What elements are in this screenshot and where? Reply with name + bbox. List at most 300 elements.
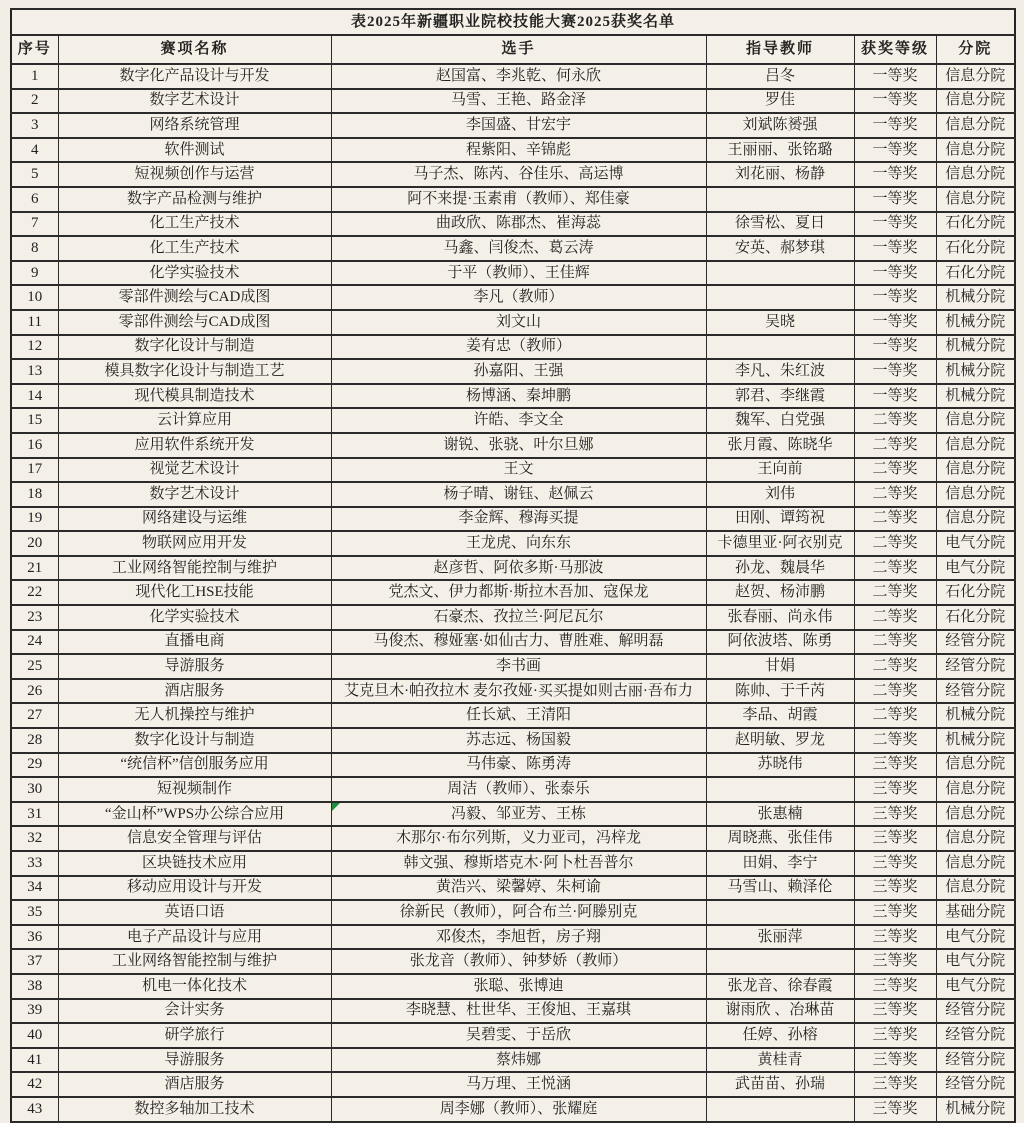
table-row <box>11 261 1015 286</box>
cell-contestants: 黄浩兴、梁馨婷、朱柯谕 <box>331 876 706 901</box>
cell-award-level: 二等奖 <box>854 679 936 704</box>
cell-branch: 电气分院 <box>936 556 1015 581</box>
cell-row-number: 11 <box>11 310 58 335</box>
table-row <box>11 384 1015 409</box>
cell-contestants: 张龙音（教师）、钟梦娇（教师） <box>331 949 706 974</box>
table-row <box>11 876 1015 901</box>
cell-teachers: 甘娟 <box>706 654 854 679</box>
table-row <box>11 187 1015 212</box>
table-row <box>11 507 1015 532</box>
table-row <box>11 580 1015 605</box>
cell-event-name: 酒店服务 <box>58 679 331 704</box>
header-row <box>11 35 1015 64</box>
cell-contestants: 孙嘉阳、王强 <box>331 359 706 384</box>
cell-event-name: 软件测试 <box>58 138 331 163</box>
cell-row-number: 35 <box>11 900 58 925</box>
cell-branch: 石化分院 <box>936 212 1015 237</box>
cell-branch: 经管分院 <box>936 999 1015 1024</box>
table-row <box>11 999 1015 1024</box>
table-row <box>11 1048 1015 1073</box>
cell-award-level: 三等奖 <box>854 925 936 950</box>
cell-branch: 信息分院 <box>936 851 1015 876</box>
cell-teachers: 刘伟 <box>706 482 854 507</box>
cell-event-name: 移动应用设计与开发 <box>58 876 331 901</box>
cell-award-level: 一等奖 <box>854 236 936 261</box>
table-row <box>11 679 1015 704</box>
cell-branch: 电气分院 <box>936 925 1015 950</box>
cell-contestants: 艾克旦木·帕孜拉木 麦尔孜娅·买买提如则古丽·吾布力 <box>331 679 706 704</box>
cell-award-level: 二等奖 <box>854 605 936 630</box>
cell-row-number: 43 <box>11 1097 58 1122</box>
table-row <box>11 113 1015 138</box>
cell-event-name: 网络建设与运维 <box>58 507 331 532</box>
cell-event-name: 导游服务 <box>58 654 331 679</box>
cell-award-level: 三等奖 <box>854 1048 936 1073</box>
cell-event-name: 现代化工HSE技能 <box>58 580 331 605</box>
table-row <box>11 925 1015 950</box>
cell-branch: 基础分院 <box>936 900 1015 925</box>
cell-row-number: 16 <box>11 433 58 458</box>
cell-award-level: 三等奖 <box>854 974 936 999</box>
cell-award-level: 一等奖 <box>854 310 936 335</box>
cell-contestants: 马俊杰、穆娅塞·如仙古力、曹胜难、解明磊 <box>331 630 706 655</box>
table-row <box>11 605 1015 630</box>
cell-row-number: 40 <box>11 1023 58 1048</box>
cell-row-number: 39 <box>11 999 58 1024</box>
cell-teachers: 吕冬 <box>706 64 854 89</box>
cell-award-level: 二等奖 <box>854 531 936 556</box>
cell-branch: 信息分院 <box>936 138 1015 163</box>
cell-event-name: 信息安全管理与评估 <box>58 826 331 851</box>
cell-event-name: “金山杯”WPS办公综合应用 <box>58 802 331 827</box>
cell-award-level: 三等奖 <box>854 1097 936 1122</box>
cell-award-level: 三等奖 <box>854 753 936 778</box>
cell-teachers: 张丽萍 <box>706 925 854 950</box>
cell-teachers: 黄桂青 <box>706 1048 854 1073</box>
cell-award-level: 一等奖 <box>854 113 936 138</box>
cell-teachers <box>706 1097 854 1122</box>
cell-row-number: 18 <box>11 482 58 507</box>
cell-branch: 电气分院 <box>936 531 1015 556</box>
cell-teachers <box>706 949 854 974</box>
cell-branch: 经管分院 <box>936 630 1015 655</box>
cell-branch: 经管分院 <box>936 679 1015 704</box>
cell-row-number: 21 <box>11 556 58 581</box>
cell-teachers: 安英、郝梦琪 <box>706 236 854 261</box>
cell-award-level: 三等奖 <box>854 1023 936 1048</box>
column-header-col-branch: 分院 <box>936 35 1015 64</box>
cell-award-level: 三等奖 <box>854 999 936 1024</box>
cell-flag-triangle-icon <box>332 803 340 811</box>
cell-event-name: “统信杯”信创服务应用 <box>58 753 331 778</box>
cell-event-name: 导游服务 <box>58 1048 331 1073</box>
cell-row-number: 31 <box>11 802 58 827</box>
cell-branch: 信息分院 <box>936 777 1015 802</box>
table-row <box>11 138 1015 163</box>
table-row <box>11 335 1015 360</box>
cell-award-level: 三等奖 <box>854 949 936 974</box>
cell-branch: 信息分院 <box>936 433 1015 458</box>
cell-branch: 机械分院 <box>936 703 1015 728</box>
cell-branch: 石化分院 <box>936 236 1015 261</box>
cell-teachers: 周晓燕、张佳伟 <box>706 826 854 851</box>
cell-event-name: 英语口语 <box>58 900 331 925</box>
cell-event-name: 工业网络智能控制与维护 <box>58 556 331 581</box>
cell-award-level: 二等奖 <box>854 458 936 483</box>
cell-branch: 石化分院 <box>936 261 1015 286</box>
cell-award-level: 三等奖 <box>854 1072 936 1097</box>
cell-event-name: 数字产品检测与维护 <box>58 187 331 212</box>
cell-teachers <box>706 187 854 212</box>
cell-teachers <box>706 335 854 360</box>
award-table <box>10 8 1016 1123</box>
cell-row-number: 2 <box>11 89 58 114</box>
cell-row-number: 41 <box>11 1048 58 1073</box>
cell-teachers: 赵明敏、罗龙 <box>706 728 854 753</box>
table-row <box>11 654 1015 679</box>
cell-branch: 经管分院 <box>936 654 1015 679</box>
cell-award-level: 二等奖 <box>854 507 936 532</box>
column-header-col-teachers: 指导教师 <box>706 35 854 64</box>
cell-teachers: 武苗苗、孙瑞 <box>706 1072 854 1097</box>
cell-teachers: 刘斌陈赟强 <box>706 113 854 138</box>
cell-contestants: 李晓慧、杜世华、王俊旭、王嘉琪 <box>331 999 706 1024</box>
cell-contestants: 马万理、王悦涵 <box>331 1072 706 1097</box>
cell-contestants: 马雪、王艳、路金泽 <box>331 89 706 114</box>
table-row <box>11 285 1015 310</box>
table-row <box>11 212 1015 237</box>
cell-branch: 信息分院 <box>936 876 1015 901</box>
cell-contestants: 周李娜（教师）、张耀庭 <box>331 1097 706 1122</box>
cell-teachers: 马雪山、赖泽伦 <box>706 876 854 901</box>
cell-branch: 信息分院 <box>936 162 1015 187</box>
cell-event-name: 数控多轴加工技术 <box>58 1097 331 1122</box>
cell-teachers: 陈帅、于千芮 <box>706 679 854 704</box>
table-row <box>11 236 1015 261</box>
cell-event-name: 工业网络智能控制与维护 <box>58 949 331 974</box>
cell-event-name: 零部件测绘与CAD成图 <box>58 285 331 310</box>
table-row <box>11 531 1015 556</box>
cell-teachers: 谢雨欣 、冶琳苗 <box>706 999 854 1024</box>
cell-award-level: 一等奖 <box>854 359 936 384</box>
cell-award-level: 一等奖 <box>854 138 936 163</box>
table-row <box>11 458 1015 483</box>
cell-branch: 经管分院 <box>936 1072 1015 1097</box>
cell-branch: 石化分院 <box>936 605 1015 630</box>
cell-row-number: 10 <box>11 285 58 310</box>
cell-branch: 信息分院 <box>936 64 1015 89</box>
cell-event-name: 数字艺术设计 <box>58 89 331 114</box>
cell-event-name: 数字化产品设计与开发 <box>58 64 331 89</box>
cell-contestants: 谢锐、张骁、叶尔旦娜 <box>331 433 706 458</box>
cell-row-number: 26 <box>11 679 58 704</box>
cell-event-name: 模具数字化设计与制造工艺 <box>58 359 331 384</box>
cell-award-level: 二等奖 <box>854 408 936 433</box>
table-row <box>11 1072 1015 1097</box>
cell-teachers <box>706 261 854 286</box>
cell-contestants: 石豪杰、孜拉兰·阿尼瓦尔 <box>331 605 706 630</box>
cell-row-number: 29 <box>11 753 58 778</box>
cell-contestants: 徐新民（教师），阿合布兰·阿滕别克 <box>331 900 706 925</box>
cell-branch: 信息分院 <box>936 753 1015 778</box>
table-row <box>11 900 1015 925</box>
cell-contestants: 杨子晴、谢钰、赵佩云 <box>331 482 706 507</box>
cell-event-name: 零部件测绘与CAD成图 <box>58 310 331 335</box>
cell-branch: 电气分院 <box>936 974 1015 999</box>
cell-row-number: 37 <box>11 949 58 974</box>
table-row <box>11 1097 1015 1122</box>
cell-award-level: 二等奖 <box>854 703 936 728</box>
cell-branch: 信息分院 <box>936 89 1015 114</box>
cell-event-name: 物联网应用开发 <box>58 531 331 556</box>
cell-event-name: 化学实验技术 <box>58 605 331 630</box>
cell-award-level: 三等奖 <box>854 777 936 802</box>
cell-row-number: 5 <box>11 162 58 187</box>
cell-row-number: 1 <box>11 64 58 89</box>
cell-row-number: 27 <box>11 703 58 728</box>
cell-teachers: 吴晓 <box>706 310 854 335</box>
cell-contestants: 马鑫、闫俊杰、葛云涛 <box>331 236 706 261</box>
cell-contestants: 任长斌、王清阳 <box>331 703 706 728</box>
cell-row-number: 12 <box>11 335 58 360</box>
cell-contestants: 张聪、张博迪 <box>331 974 706 999</box>
table-row <box>11 777 1015 802</box>
cell-award-level: 一等奖 <box>854 187 936 212</box>
cell-contestants: 韩文强、穆斯塔克木·阿卜杜吾普尔 <box>331 851 706 876</box>
cell-branch: 机械分院 <box>936 359 1015 384</box>
cell-event-name: 化工生产技术 <box>58 236 331 261</box>
cell-row-number: 25 <box>11 654 58 679</box>
cell-branch: 电气分院 <box>936 949 1015 974</box>
cell-event-name: 短视频制作 <box>58 777 331 802</box>
cell-row-number: 33 <box>11 851 58 876</box>
cell-branch: 机械分院 <box>936 728 1015 753</box>
table-row <box>11 162 1015 187</box>
cell-event-name: 应用软件系统开发 <box>58 433 331 458</box>
cell-row-number: 13 <box>11 359 58 384</box>
cell-teachers: 刘花丽、杨静 <box>706 162 854 187</box>
cell-contestants: 赵国富、李兆乾、何永欣 <box>331 64 706 89</box>
cell-teachers: 魏军、白党强 <box>706 408 854 433</box>
cell-branch: 经管分院 <box>936 1023 1015 1048</box>
cell-teachers <box>706 900 854 925</box>
cell-award-level: 三等奖 <box>854 876 936 901</box>
cell-teachers: 苏晓伟 <box>706 753 854 778</box>
cell-contestants: 吴碧雯、于岳欣 <box>331 1023 706 1048</box>
cell-teachers: 张月霞、陈晓华 <box>706 433 854 458</box>
cell-award-level: 一等奖 <box>854 212 936 237</box>
cell-contestants: 姜有忠（教师） <box>331 335 706 360</box>
cell-teachers: 张惠楠 <box>706 802 854 827</box>
cell-teachers: 王向前 <box>706 458 854 483</box>
table-row <box>11 408 1015 433</box>
cell-row-number: 15 <box>11 408 58 433</box>
cell-contestants: 杨博涵、秦坤鹏 <box>331 384 706 409</box>
cell-contestants: 邓俊杰，李旭哲，房子翔 <box>331 925 706 950</box>
table-row <box>11 753 1015 778</box>
cell-contestants: 王龙虎、向东东 <box>331 531 706 556</box>
cell-teachers: 罗佳 <box>706 89 854 114</box>
cell-row-number: 32 <box>11 826 58 851</box>
cell-contestants: 许皓、李文全 <box>331 408 706 433</box>
cell-event-name: 机电一体化技术 <box>58 974 331 999</box>
cell-row-number: 7 <box>11 212 58 237</box>
cell-branch: 信息分院 <box>936 826 1015 851</box>
column-header-col-number: 序号 <box>11 35 58 64</box>
cell-row-number: 38 <box>11 974 58 999</box>
cell-teachers: 阿依波塔、陈勇 <box>706 630 854 655</box>
cell-event-name: 数字化设计与制造 <box>58 728 331 753</box>
cell-contestants: 李金辉、穆海买提 <box>331 507 706 532</box>
table-row <box>11 630 1015 655</box>
cell-row-number: 4 <box>11 138 58 163</box>
cell-branch: 信息分院 <box>936 482 1015 507</box>
cell-award-level: 一等奖 <box>854 261 936 286</box>
table-row <box>11 728 1015 753</box>
cell-contestants: 曲政欣、陈郡杰、崔海蕊 <box>331 212 706 237</box>
table-row <box>11 64 1015 89</box>
cell-award-level: 三等奖 <box>854 900 936 925</box>
cell-teachers: 卡德里亚·阿衣别克 <box>706 531 854 556</box>
cell-contestants: 周洁（教师）、张泰乐 <box>331 777 706 802</box>
cell-event-name: 区块链技术应用 <box>58 851 331 876</box>
cell-teachers: 田刚、谭筠祝 <box>706 507 854 532</box>
cell-contestants: 冯毅、邹亚芳、王栋 <box>331 802 706 827</box>
cell-teachers <box>706 285 854 310</box>
cell-row-number: 17 <box>11 458 58 483</box>
cell-award-level: 一等奖 <box>854 285 936 310</box>
cell-award-level: 三等奖 <box>854 851 936 876</box>
cell-award-level: 一等奖 <box>854 64 936 89</box>
cell-branch: 石化分院 <box>936 580 1015 605</box>
cell-award-level: 二等奖 <box>854 654 936 679</box>
table-row <box>11 851 1015 876</box>
cell-event-name: 视觉艺术设计 <box>58 458 331 483</box>
column-header-col-award-level: 获奖等级 <box>854 35 936 64</box>
table-row <box>11 310 1015 335</box>
cell-branch: 信息分院 <box>936 458 1015 483</box>
cell-event-name: 酒店服务 <box>58 1072 331 1097</box>
cell-contestants: 马子杰、陈芮、谷佳乐、高运博 <box>331 162 706 187</box>
cell-award-level: 一等奖 <box>854 89 936 114</box>
cell-event-name: 短视频创作与运营 <box>58 162 331 187</box>
cell-award-level: 二等奖 <box>854 728 936 753</box>
cell-branch: 信息分院 <box>936 408 1015 433</box>
cell-row-number: 24 <box>11 630 58 655</box>
cell-contestants: 阿不来提·玉素甫（教师）、郑佳豪 <box>331 187 706 212</box>
cell-row-number: 36 <box>11 925 58 950</box>
cell-row-number: 9 <box>11 261 58 286</box>
cell-row-number: 34 <box>11 876 58 901</box>
table-row <box>11 359 1015 384</box>
cell-teachers: 徐雪松、夏日 <box>706 212 854 237</box>
cell-award-level: 二等奖 <box>854 580 936 605</box>
table-row <box>11 802 1015 827</box>
cell-award-level: 二等奖 <box>854 556 936 581</box>
cell-event-name: 化学实验技术 <box>58 261 331 286</box>
cell-branch: 信息分院 <box>936 113 1015 138</box>
cell-row-number: 28 <box>11 728 58 753</box>
cell-event-name: 电子产品设计与应用 <box>58 925 331 950</box>
cell-contestants: 党杰文、伊力都斯·斯拉木吾加、寇保龙 <box>331 580 706 605</box>
cell-row-number: 14 <box>11 384 58 409</box>
cell-branch: 机械分院 <box>936 285 1015 310</box>
cell-teachers: 任婷、孙榕 <box>706 1023 854 1048</box>
cell-contestants: 李书画 <box>331 654 706 679</box>
title-row <box>11 9 1015 35</box>
cell-row-number: 8 <box>11 236 58 261</box>
cell-teachers: 田娟、李宁 <box>706 851 854 876</box>
cell-row-number: 19 <box>11 507 58 532</box>
cell-row-number: 23 <box>11 605 58 630</box>
cell-event-name: 无人机操控与维护 <box>58 703 331 728</box>
cell-contestants: 李凡（教师） <box>331 285 706 310</box>
cell-row-number: 20 <box>11 531 58 556</box>
table-row <box>11 703 1015 728</box>
cell-branch: 机械分院 <box>936 1097 1015 1122</box>
cell-branch: 信息分院 <box>936 507 1015 532</box>
cell-event-name: 化工生产技术 <box>58 212 331 237</box>
cell-teachers: 张龙音、徐春霞 <box>706 974 854 999</box>
table-row <box>11 949 1015 974</box>
cell-event-name: 会计实务 <box>58 999 331 1024</box>
cell-contestants: 苏志远、杨国毅 <box>331 728 706 753</box>
table-row <box>11 556 1015 581</box>
cell-event-name: 直播电商 <box>58 630 331 655</box>
cell-event-name: 数字艺术设计 <box>58 482 331 507</box>
cell-teachers: 赵贺、杨沛鹏 <box>706 580 854 605</box>
cell-event-name: 现代模具制造技术 <box>58 384 331 409</box>
cell-contestants: 马伟豪、陈勇涛 <box>331 753 706 778</box>
cell-row-number: 42 <box>11 1072 58 1097</box>
cell-award-level: 三等奖 <box>854 802 936 827</box>
table-row <box>11 482 1015 507</box>
cell-teachers: 王丽丽、张铭璐 <box>706 138 854 163</box>
cell-event-name: 云计算应用 <box>58 408 331 433</box>
cell-teachers: 李品、胡霞 <box>706 703 854 728</box>
cell-branch: 经管分院 <box>936 1048 1015 1073</box>
cell-branch: 信息分院 <box>936 802 1015 827</box>
column-header-col-event-name: 赛项名称 <box>58 35 331 64</box>
cell-award-level: 一等奖 <box>854 384 936 409</box>
cell-branch: 信息分院 <box>936 187 1015 212</box>
cell-row-number: 3 <box>11 113 58 138</box>
table-row <box>11 974 1015 999</box>
table-row <box>11 826 1015 851</box>
cell-award-level: 三等奖 <box>854 826 936 851</box>
column-header-col-contestants: 选手 <box>331 35 706 64</box>
table-row <box>11 89 1015 114</box>
cell-award-level: 一等奖 <box>854 335 936 360</box>
cell-contestants: 蔡炜娜 <box>331 1048 706 1073</box>
cell-event-name: 数字化设计与制造 <box>58 335 331 360</box>
cell-teachers <box>706 777 854 802</box>
cell-row-number: 30 <box>11 777 58 802</box>
cell-contestants: 刘文山 <box>331 310 706 335</box>
cell-award-level: 二等奖 <box>854 630 936 655</box>
table-row <box>11 433 1015 458</box>
cell-teachers: 李凡、朱红波 <box>706 359 854 384</box>
cell-row-number: 22 <box>11 580 58 605</box>
cell-teachers: 郭君、李继霞 <box>706 384 854 409</box>
cell-teachers: 孙龙、魏晨华 <box>706 556 854 581</box>
cell-contestants: 王文 <box>331 458 706 483</box>
cell-contestants: 程紫阳、辛锦彪 <box>331 138 706 163</box>
table-row <box>11 1023 1015 1048</box>
cell-branch: 机械分院 <box>936 384 1015 409</box>
cell-branch: 机械分院 <box>936 335 1015 360</box>
cell-row-number: 6 <box>11 187 58 212</box>
